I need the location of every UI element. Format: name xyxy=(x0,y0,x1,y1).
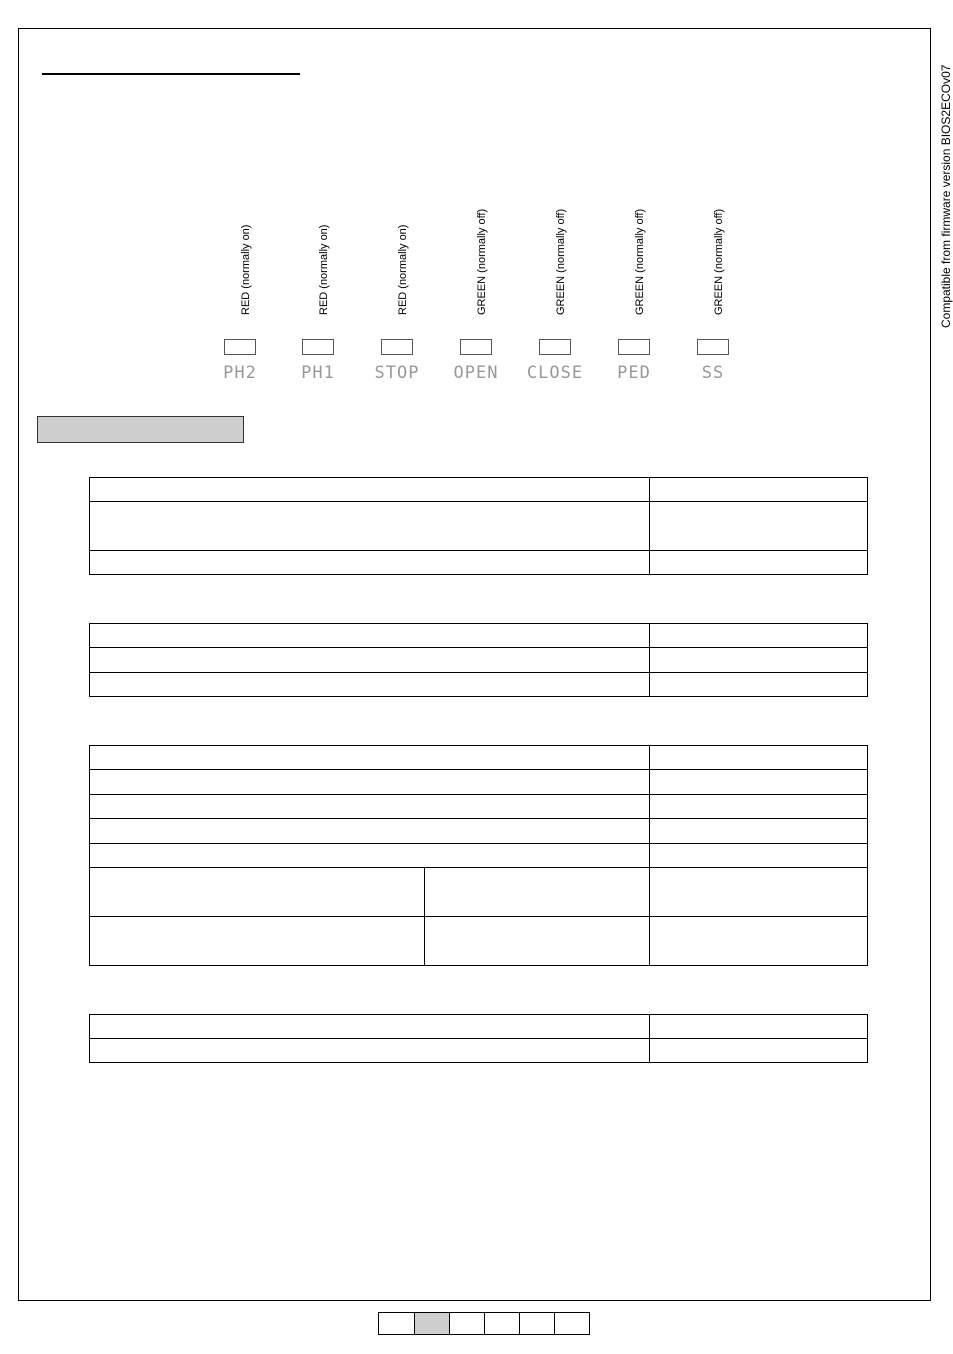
table-row xyxy=(90,478,868,502)
table-row xyxy=(90,917,868,966)
page-cell xyxy=(554,1313,589,1334)
page-indicator xyxy=(378,1312,590,1335)
led-indicator xyxy=(460,339,492,355)
led-indicator xyxy=(618,339,650,355)
table-2 xyxy=(89,623,868,697)
led-status-label: RED (normally on) xyxy=(240,224,252,315)
led-indicator xyxy=(539,339,571,355)
led-name: PH1 xyxy=(301,363,335,383)
led-stop xyxy=(362,180,432,390)
led-indicator xyxy=(697,339,729,355)
table-4 xyxy=(89,1014,868,1063)
led-status-label: GREEN (normally off) xyxy=(555,208,567,315)
led-ped xyxy=(599,180,669,390)
led-name: OPEN xyxy=(453,363,499,383)
table-row xyxy=(90,770,868,795)
led-name: STOP xyxy=(374,363,420,383)
table-row xyxy=(90,648,868,673)
table-1 xyxy=(89,477,868,575)
table-row xyxy=(90,502,868,551)
table-row xyxy=(90,819,868,844)
table-row xyxy=(90,795,868,819)
page-cell xyxy=(449,1313,484,1334)
firmware-compatibility-note: Compatible from firmware version BIOS2ECOv07 xyxy=(939,64,953,328)
led-indicator xyxy=(224,339,256,355)
table-row xyxy=(90,1039,868,1063)
led-indicator xyxy=(302,339,334,355)
page-cell xyxy=(414,1313,449,1334)
led-indicator xyxy=(381,339,413,355)
led-status-label: GREEN (normally off) xyxy=(713,208,725,315)
table-row xyxy=(90,551,868,575)
table-row xyxy=(90,1015,868,1039)
led-name: CLOSE xyxy=(526,363,584,383)
led-open xyxy=(441,180,511,390)
page-cell xyxy=(519,1313,554,1334)
led-name: SS xyxy=(701,363,725,383)
table-3 xyxy=(89,745,868,966)
led-name: PH2 xyxy=(223,363,257,383)
section-heading-bar xyxy=(37,416,244,443)
table-row xyxy=(90,624,868,648)
title-underline xyxy=(42,73,300,75)
led-ph2 xyxy=(205,180,275,390)
led-ss xyxy=(678,180,748,390)
led-status-label: GREEN (normally off) xyxy=(476,208,488,315)
led-close xyxy=(520,180,590,390)
table-row xyxy=(90,868,868,917)
led-ph1 xyxy=(283,180,353,390)
led-status-label: RED (normally on) xyxy=(318,224,330,315)
led-name: PED xyxy=(617,363,651,383)
page-cell xyxy=(379,1313,414,1334)
led-status-label: GREEN (normally off) xyxy=(634,208,646,315)
table-row xyxy=(90,673,868,697)
page-cell xyxy=(484,1313,519,1334)
table-row xyxy=(90,844,868,868)
led-status-label: RED (normally on) xyxy=(397,224,409,315)
table-row xyxy=(90,746,868,770)
